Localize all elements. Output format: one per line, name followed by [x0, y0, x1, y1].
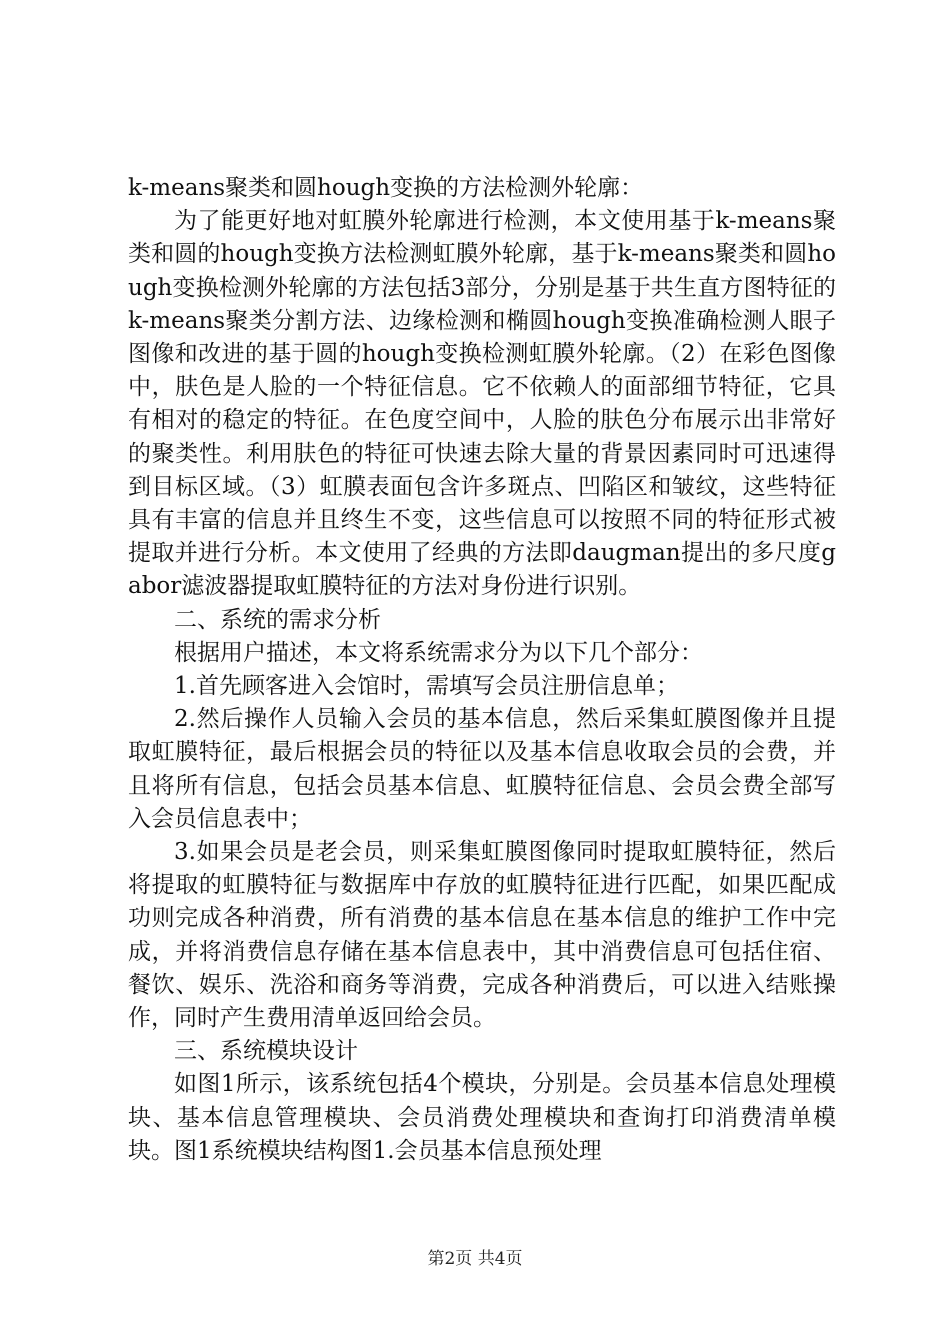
section-heading-requirements: 二、系统的需求分析 — [174, 606, 381, 633]
page-number: 第2页 共4页 — [427, 1249, 523, 1269]
list-item-1: 1.首先顾客进入会馆时，需填写会员注册信息单； — [174, 673, 679, 700]
section-heading-modules: 三、系统模块设计 — [174, 1038, 358, 1065]
paragraph-2: 为了能更好地对虹膜外轮廓进行检测，本文使用基于k-means聚类和圆的hough变换方法检测虹膜外轮廓，基于k-means聚类和圆hough变换检测外轮廓的方法包括3部分，分别是基于共生直方图特征的k-means聚类分割方法、边缘检测和椭圆hough变换准确检测人眼子图像和改进的基于圆的hough变换检测虹膜外轮廓。（2）在彩色图像中，肤色是人脸的一个特征信息。它不依赖人的面部细节特征，它具有相对的稳定的特征。在色度空间中，人脸的肤色分布展示出非常好的聚类性。利用肤色的特征可快速去除大量的背景因素同时可迅速得到目标区域。（3）虹膜表面包含许多斑点、凹陷区和皱纹，这些特征具有丰富的信息并且终生不变，这些信息可以按照不同的特征形式被提取并进行分析。本文使用了经典的方法即daugman提出的多尺度gabor滤波器提取虹膜特征的方法对身份进行识别。 — [128, 208, 836, 600]
list-item-3: 3.如果会员是老会员，则采集虹膜图像同时提取虹膜特征，然后将提取的虹膜特征与数据库中存放的虹膜特征进行匹配，如果匹配成功则完成各种消费，所有消费的基本信息在基本信息的维护工作中完成，并将消费信息存储在基本信息表中，其中消费信息可包括住宿、餐饮、娱乐、洗浴和商务等消费，完成各种消费后，可以进入结账操作，同时产生费用清单返回给会员。 — [128, 839, 836, 1032]
document-body — [128, 172, 836, 1168]
paragraph-4: 如图1所示，该系统包括4个模块，分别是。会员基本信息处理模块、基本信息管理模块、会员消费处理模块和查询打印消费清单模块。图1系统模块结构图1.会员基本信息预处理 — [128, 1071, 836, 1164]
list-item-2: 2.然后操作人员输入会员的基本信息，然后采集虹膜图像并且提取虹膜特征，最后根据会员的特征以及基本信息收取会员的会费，并且将所有信息，包括会员基本信息、虹膜特征信息、会员会费全部写入会员信息表中； — [128, 706, 836, 832]
paragraph-3: 根据用户描述，本文将系统需求分为以下几个部分： — [174, 639, 703, 666]
paragraph-1: k-means聚类和圆hough变换的方法检测外轮廓： — [128, 175, 644, 201]
